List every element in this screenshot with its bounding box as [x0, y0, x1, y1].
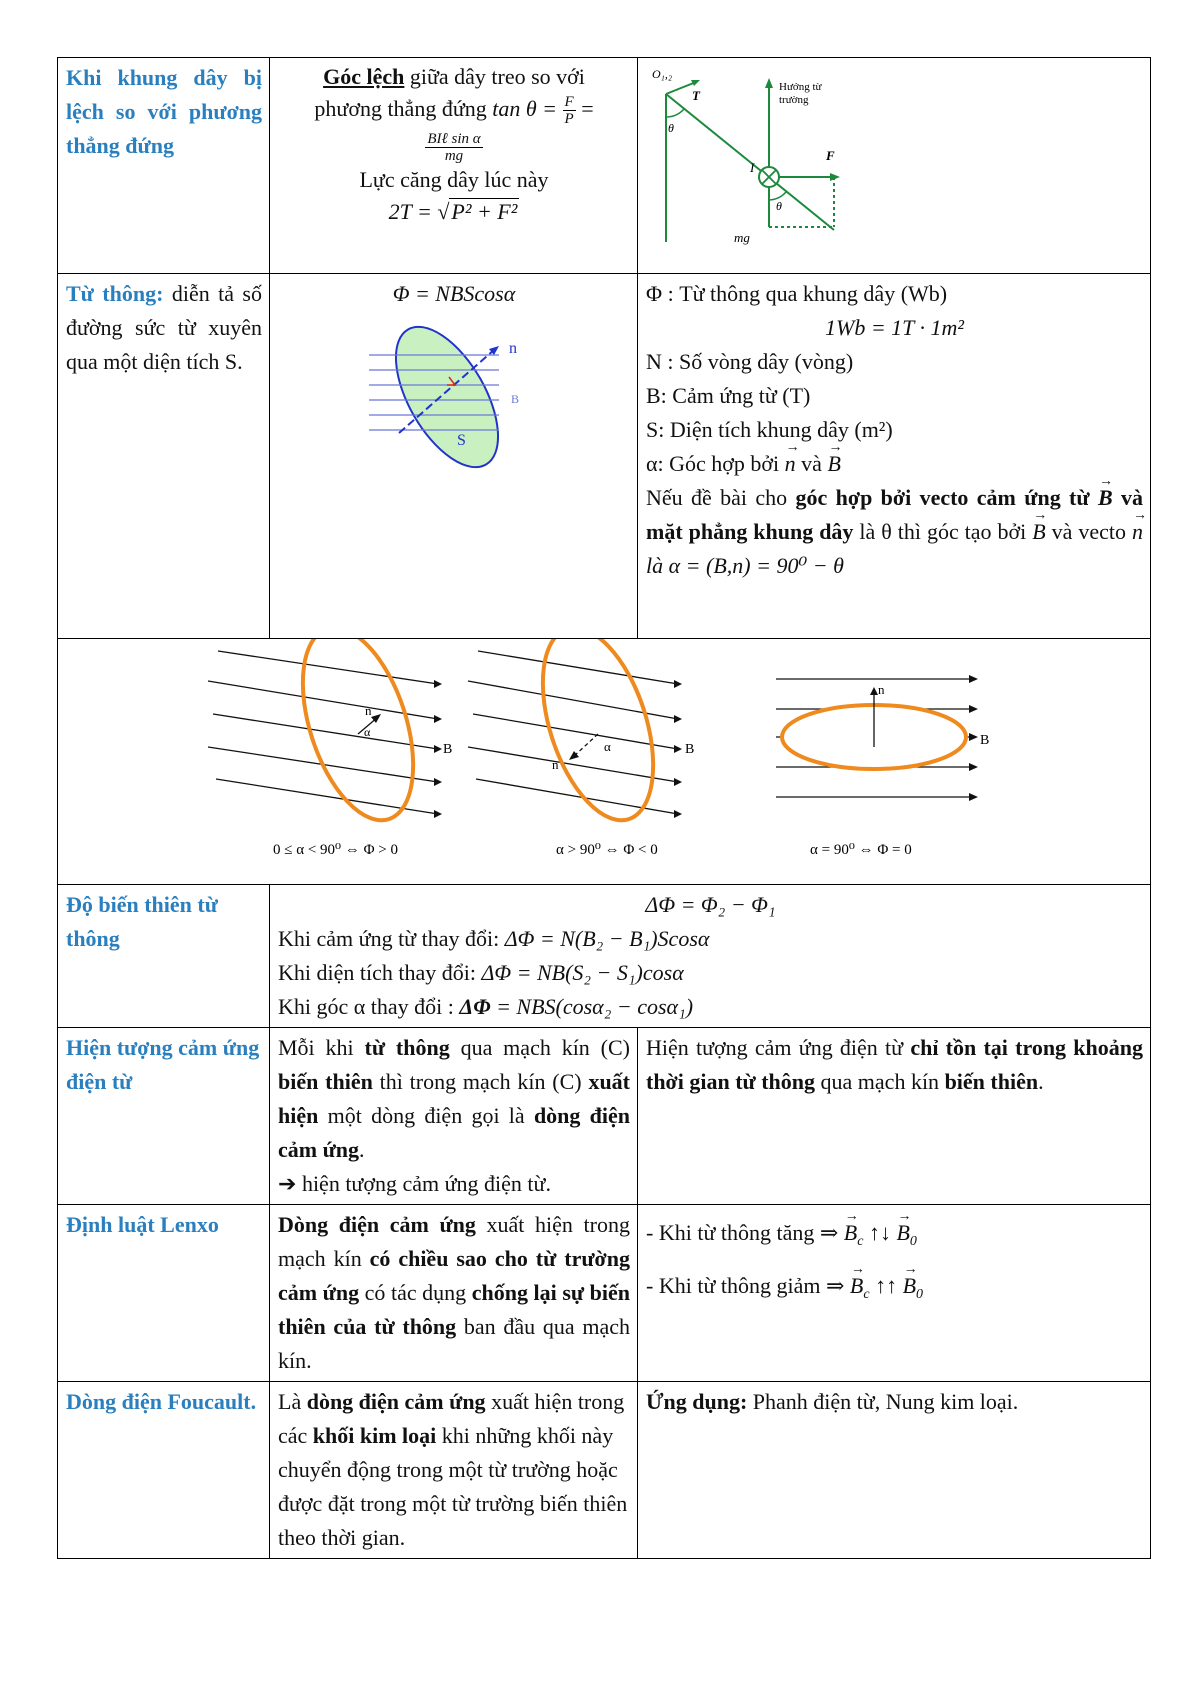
def-phi: Φ : Từ thông qua khung dây (Wb) — [646, 281, 948, 306]
field-label: B — [511, 392, 520, 406]
case-zero-diagram — [776, 675, 989, 858]
lenz-rules-cell — [638, 1205, 1151, 1382]
angle-label: Góc lệch — [323, 64, 405, 89]
weight-vector-label: mg — [734, 230, 750, 245]
def-S: S: Diện tích khung dây (m²) — [646, 417, 893, 442]
def-alpha: α: Góc hợp bởi → n và → B — [646, 451, 841, 476]
flux-cases-diagram — [58, 639, 1152, 874]
angle-text: giữa dây treo so với — [404, 64, 585, 89]
deviation-formula-cell: Góc lệch giữa dây treo so với phương thẳng đứng tan θ = $\frac{F}{P}$ = $\frac{\text{BIℓ sin α}}{mg}$ Lực căng dây lúc này 2T = √P² + F² — [270, 58, 638, 274]
table-row — [58, 1382, 1151, 1559]
case-negative-diagram — [468, 639, 694, 858]
angle-note: Nếu đề bài cho góc hợp bởi vecto cảm ứng từ → B và mặt phẳng khung dây là θ thì góc tạo bởi → B và vecto → n là α = (B,n) = 90⁰ − θ — [646, 485, 1143, 578]
case1-B-label: B — [443, 742, 453, 757]
table-row — [58, 639, 1151, 885]
application-text: Phanh điện từ, Nung kim loại. — [747, 1389, 1019, 1414]
foucault-application-cell — [638, 1382, 1151, 1559]
normal-label: n — [509, 340, 517, 357]
hanging-frame-diagram — [644, 62, 849, 252]
induction-note-cell: Hiện tượng cảm ứng điện từ chỉ tồn tại trong khoảng thời gian từ thông qua mạch kín biến thiên. — [638, 1028, 1151, 1205]
area-label: S — [457, 432, 466, 449]
case3-n-label: n — [878, 682, 885, 697]
tan-formula: tan θ = — [492, 96, 563, 121]
row-heading: Khi khung dây bị lệch so với phương thẳng đứng — [58, 58, 270, 274]
flux-definitions-cell — [638, 274, 1151, 639]
flux-decrease-rule: - Khi từ thông giảm ⇒ → $B_c$ ↑↑ → $B_0$ — [646, 1264, 1143, 1317]
theta-label-top: θ — [668, 121, 674, 135]
flux-cases-cell — [58, 639, 1151, 885]
flux-increase-rule: - Khi từ thông tăng ⇒ → $B_c$ ↑↓ → $B_0$ — [646, 1211, 1143, 1264]
case1-condition: 0 ≤ α < 90⁰ ⇔ Φ > 0 — [273, 842, 398, 858]
row-heading: Từ thông: — [66, 281, 164, 306]
case2-alpha-label: α — [604, 739, 611, 754]
row-heading: Độ biến thiên từ thông — [58, 885, 270, 1028]
field-direction-label-2: trường — [779, 94, 809, 106]
row-heading-cell — [58, 274, 270, 639]
case-positive-diagram — [208, 639, 452, 858]
lenz-description-cell: Dòng điện cảm ứng xuất hiện trong mạch kín có chiều sao cho từ trường cảm ứng có tác dụng chống lại sự biến thiên của từ thông ban đầu qua mạch kín. — [270, 1205, 638, 1382]
tension-formula: 2T = √P² + F² — [388, 199, 518, 225]
table-row — [58, 58, 1151, 274]
flux-formula: Φ = NBScosα — [392, 281, 516, 306]
variation-formulas-cell — [270, 885, 1151, 1028]
tension-vector-label: T — [692, 88, 700, 103]
tension-label: Lực căng dây lúc này — [359, 167, 549, 193]
row-heading: Hiện tượng cảm ứng điện từ — [58, 1028, 270, 1205]
row-heading: Định luật Lenxo — [58, 1205, 270, 1382]
flux-loop-diagram — [359, 315, 549, 475]
foucault-description-cell: Là dòng điện cảm ứng xuất hiện trong các khối kim loại khi những khối này chuyển động trong một từ trường hoặc được đặt trong một từ trường biến thiên theo thời gian. — [270, 1382, 638, 1559]
variation-line-S: Khi diện tích thay đổi: ΔΦ = NB(S₂ − S₁)cosα — [278, 960, 684, 985]
def-unit: 1Wb = 1T · 1m² — [825, 315, 964, 340]
current-label: I — [750, 160, 755, 175]
force-vector-label: F — [826, 148, 835, 163]
theta-label-bottom: θ — [776, 199, 782, 213]
def-N: N : Số vòng dây (vòng) — [646, 349, 854, 374]
variation-line-B: Khi cảm ứng từ thay đổi: ΔΦ = N(B₂ − B₁)Scosα — [278, 926, 710, 951]
def-B: B: Cảm ứng từ (T) — [646, 383, 811, 408]
table-row — [58, 885, 1151, 1028]
fraction-BIl: $\frac{\text{BIℓ sin α}}{mg}$ — [427, 131, 481, 165]
summary-table — [57, 57, 1151, 1559]
table-row — [58, 1205, 1151, 1382]
table-row — [58, 1028, 1151, 1205]
deviation-diagram-cell — [638, 58, 1151, 274]
induction-conclusion: hiện tượng cảm ứng điện từ. — [296, 1171, 551, 1196]
summary-table-container — [57, 57, 1151, 1559]
flux-description: diễn tả số đường sức từ xuyên qua một diện tích S. — [66, 281, 262, 374]
case3-condition: α = 90⁰ ⇔ Φ = 0 — [810, 842, 912, 858]
case1-alpha-label: α — [364, 725, 371, 739]
angle-text-b: phương thẳng đứng — [314, 96, 493, 121]
table-row — [58, 274, 1151, 639]
fraction-F-P: $\frac{F}{P}$ — [564, 94, 574, 128]
variation-main-formula: ΔΦ = Φ₂ − Φ₁ — [645, 892, 776, 917]
induction-description-cell: Mỗi khi từ thông qua mạch kín (C) biến thiên thì trong mạch kín (C) xuất hiện một dòng điện gọi là dòng điện cảm ứng. ➔ hiện tượng cảm ứng điện từ. — [270, 1028, 638, 1205]
case3-B-label: B — [980, 733, 990, 748]
application-label: Ứng dụng: — [646, 1389, 748, 1414]
case1-n-label: n — [365, 703, 372, 718]
case2-condition: α > 90⁰ ⇔ Φ < 0 — [556, 842, 658, 858]
variation-line-alpha: Khi góc α thay đổi : ΔΦ = NBS(cosα₂ − cosα₁) — [278, 994, 694, 1019]
pivot-label: O₁,₂ — [652, 67, 673, 81]
row-heading: Dòng điện Foucault. — [58, 1382, 270, 1559]
field-direction-label-1: Hướng từ — [779, 81, 822, 93]
case2-n-label: n — [552, 757, 559, 772]
arrow-icon: ➔ — [278, 1171, 297, 1196]
flux-formula-cell — [270, 274, 638, 639]
case2-B-label: B — [685, 742, 695, 757]
